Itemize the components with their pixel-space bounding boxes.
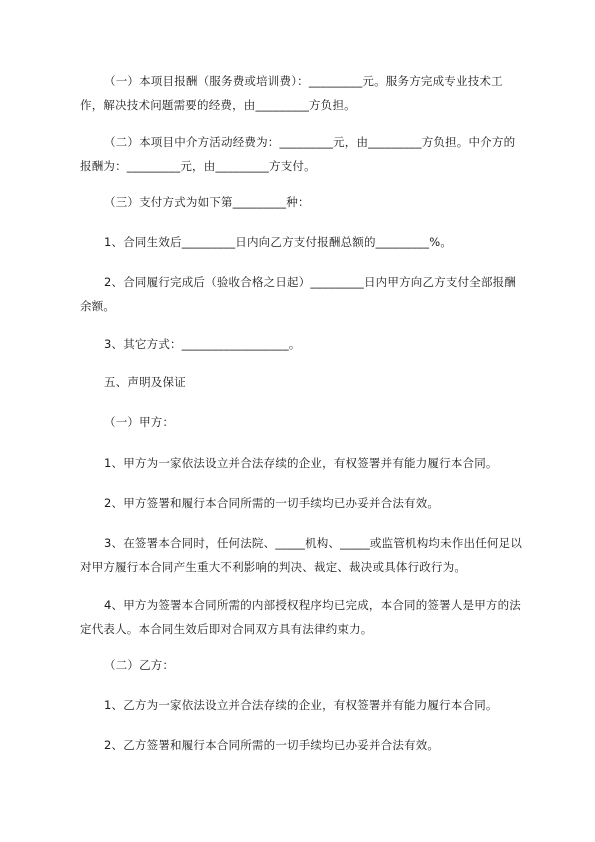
paragraph-payment-option-2: 2、合同履行完成后（验收合格之日起）_________日内甲方向乙方支付全部报酬余额。 bbox=[80, 275, 517, 313]
paragraph-remuneration: （一）本项目报酬（服务费或培训费）：_________元。服务方完成专业技术工作，解决技术问题需要的经费，由_________方负担。 bbox=[80, 74, 503, 112]
paragraph-intermediary-fee: （二）本项目中介方活动经费为：_________元，由_________方负担。中介方的报酬为：_________元，由_________方支付。 bbox=[80, 135, 516, 173]
subheading-party-b: （二）乙方： bbox=[104, 658, 175, 672]
paragraph-payment-option-1: 1、合同生效后_________日内向乙方支付报酬总额的_________%。 bbox=[104, 235, 453, 249]
paragraph-party-b-2: 2、乙方签署和履行本合同所需的一切手续均已办妥并合法有效。 bbox=[104, 738, 440, 752]
paragraph-party-a-2: 2、甲方签署和履行本合同所需的一切手续均已办妥并合法有效。 bbox=[104, 496, 440, 510]
paragraph-payment-method: （三）支付方式为如下第_________种： bbox=[104, 195, 310, 209]
paragraph-party-a-1: 1、甲方为一家依法设立并合法存续的企业，有权签署并有能力履行本合同。 bbox=[104, 456, 498, 470]
paragraph-party-b-1: 1、乙方为一家依法设立并合法存续的企业，有权签署并有能力履行本合同。 bbox=[104, 698, 498, 712]
subheading-party-a: （一）甲方： bbox=[104, 415, 175, 429]
paragraph-party-a-3: 3、在签署本合同时，任何法院、_____机构、_____或监管机构均未作出任何足以对甲方履行本合同产生重大不利影响的判决、裁定、裁决或具体行政行为。 bbox=[80, 536, 523, 574]
paragraph-payment-option-3: 3、其它方式：__________________。 bbox=[104, 337, 301, 351]
paragraph-party-a-4: 4、甲方为签署本合同所需的内部授权程序均已完成，本合同的签署人是甲方的法定代表人。本合同生效后即对合同双方具有法律约束力。 bbox=[80, 598, 522, 636]
section-heading-declarations: 五、声明及保证 bbox=[104, 375, 186, 389]
